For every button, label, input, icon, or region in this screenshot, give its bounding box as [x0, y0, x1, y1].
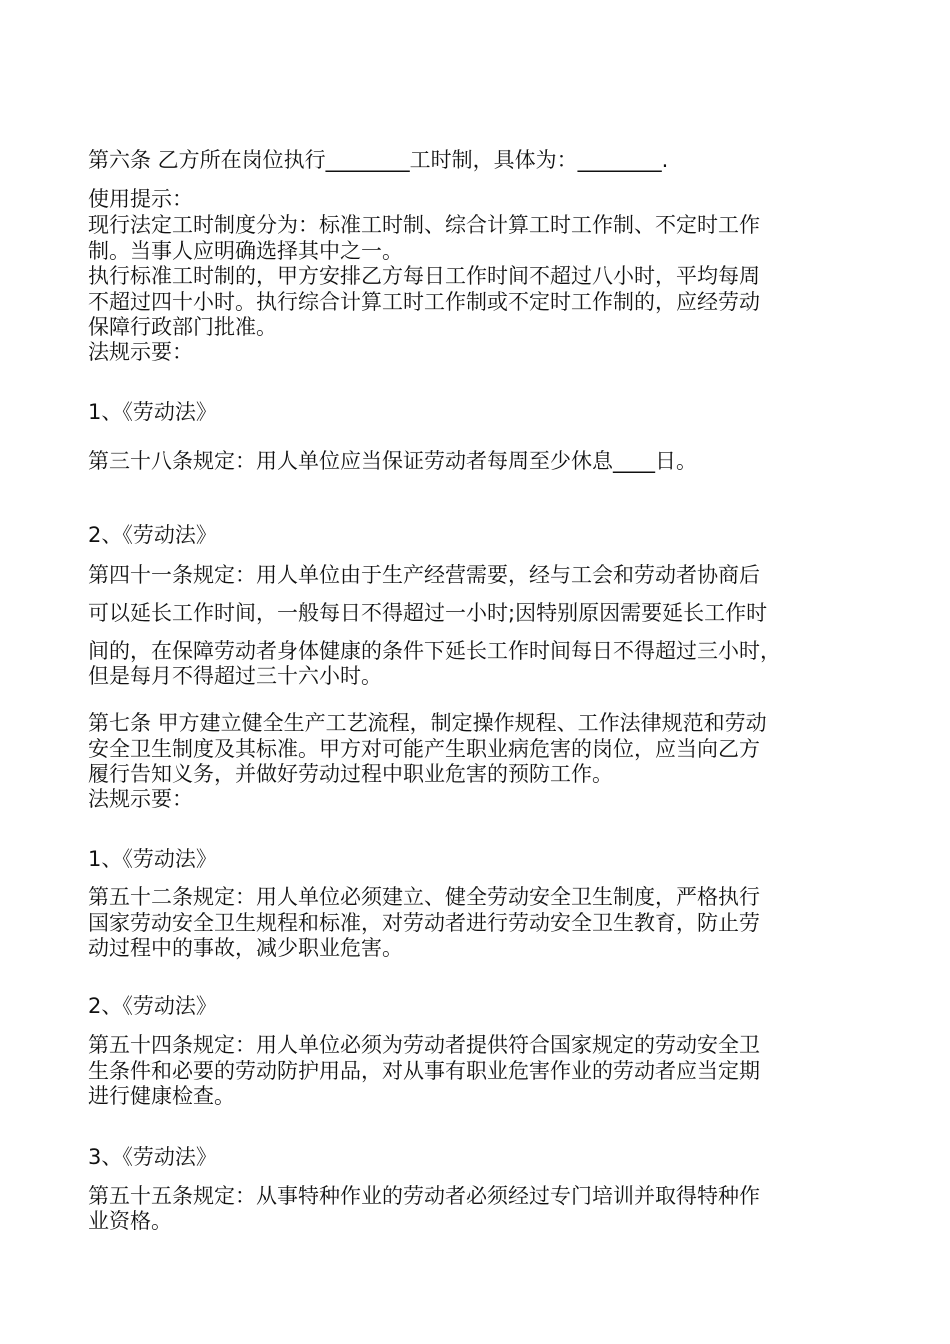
usage-tip-line: 保障行政部门批准。 [88, 315, 277, 339]
article-38-text: 第三十八条规定：用人单位应当保证劳动者每周至少休息____日。 [88, 449, 697, 473]
law-reference: 3、《劳动法》 [88, 1145, 217, 1169]
article-52-text: 国家劳动安全卫生规程和标准，对劳动者进行劳动安全卫生教育，防止劳 [88, 911, 760, 935]
usage-tip-line: 不超过四十小时。执行综合计算工时工作制或不定时工作制的，应经劳动 [88, 290, 760, 314]
usage-tip-line: 现行法定工时制度分为：标准工时制、综合计算工时工作制、不定时工作 [88, 213, 760, 237]
article-55-text: 第五十五条规定：从事特种作业的劳动者必须经过专门培训并取得特种作 [88, 1184, 760, 1208]
law-reference: 2、《劳动法》 [88, 523, 217, 547]
article-41-text: 但是每月不得超过三十六小时。 [88, 664, 382, 688]
article-52-text: 第五十二条规定：用人单位必须建立、健全劳动安全卫生制度，严格执行 [88, 885, 760, 909]
law-reference: 2、《劳动法》 [88, 994, 217, 1018]
article-41-text: 间的，在保障劳动者身体健康的条件下延长工作时间每日不得超过三小时， [88, 639, 781, 663]
regulations-heading: 法规示要： [88, 787, 193, 811]
article-7-text: 安全卫生制度及其标准。甲方对可能产生职业病危害的岗位，应当向乙方 [88, 737, 760, 761]
usage-tip-heading: 使用提示： [88, 187, 193, 211]
article-6-text: 第六条 乙方所在岗位执行________工时制，具体为：________. [88, 148, 669, 172]
regulations-heading: 法规示要： [88, 340, 193, 364]
article-41-text: 可以延长工作时间，一般每日不得超过一小时;因特别原因需要延长工作时 [88, 601, 768, 625]
article-41-text: 第四十一条规定：用人单位由于生产经营需要，经与工会和劳动者协商后 [88, 563, 760, 587]
article-7-text: 第七条 甲方建立健全生产工艺流程，制定操作规程、工作法律规范和劳动 [88, 711, 767, 735]
article-54-text: 生条件和必要的劳动防护用品，对从事有职业危害作业的劳动者应当定期 [88, 1059, 760, 1083]
usage-tip-line: 执行标准工时制的，甲方安排乙方每日工作时间不超过八小时，平均每周 [88, 264, 760, 288]
article-54-text: 第五十四条规定：用人单位必须为劳动者提供符合国家规定的劳动安全卫 [88, 1033, 760, 1057]
article-7-text: 履行告知义务，并做好劳动过程中职业危害的预防工作。 [88, 762, 613, 786]
article-55-text: 业资格。 [88, 1209, 172, 1233]
article-52-text: 动过程中的事故，减少职业危害。 [88, 936, 403, 960]
article-54-text: 进行健康检查。 [88, 1084, 235, 1108]
law-reference: 1、《劳动法》 [88, 847, 217, 871]
usage-tip-line: 制。当事人应明确选择其中之一。 [88, 239, 403, 263]
law-reference: 1、《劳动法》 [88, 400, 217, 424]
